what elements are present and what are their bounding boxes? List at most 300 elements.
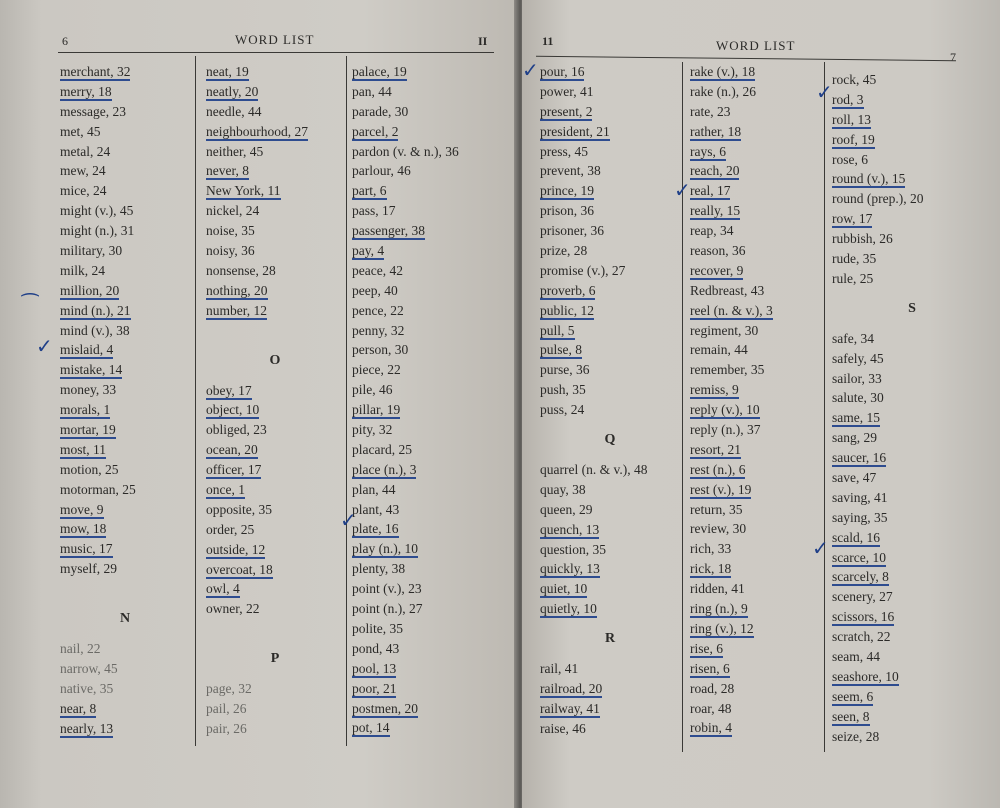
word-text: reach, 20 xyxy=(690,163,740,179)
word-text: pile, 46 xyxy=(352,382,393,398)
word-entry xyxy=(60,699,190,719)
word-text: rays, 6 xyxy=(690,143,726,159)
word-text: pay, 4 xyxy=(352,243,385,259)
word-text: quiet, 10 xyxy=(540,581,588,597)
header-rule xyxy=(58,52,494,53)
column-rule xyxy=(682,62,683,752)
right-page-title: WORD LIST xyxy=(716,38,796,53)
word-entry xyxy=(690,281,822,301)
word-entry xyxy=(206,520,344,540)
word-column xyxy=(206,62,344,739)
word-entry xyxy=(60,161,190,181)
word-entry xyxy=(206,142,344,162)
column-rule xyxy=(346,56,347,746)
word-text: rake (n.), 26 xyxy=(690,83,756,99)
word-entry xyxy=(352,659,512,679)
word-text: parcel, 2 xyxy=(352,123,399,139)
word-text: officer, 17 xyxy=(206,462,262,478)
word-text: near, 8 xyxy=(60,700,97,716)
word-entry xyxy=(832,627,992,647)
word-entry xyxy=(60,261,190,281)
word-entry xyxy=(832,488,992,508)
word-entry xyxy=(540,142,680,162)
word-entry xyxy=(540,579,680,599)
word-text: sailor, 33 xyxy=(832,370,882,386)
check-mark-icon: ⁀ xyxy=(22,293,39,317)
word-text: outside, 12 xyxy=(206,541,266,557)
word-entry xyxy=(206,699,344,719)
word-entry xyxy=(60,201,190,221)
word-text: peace, 42 xyxy=(352,262,403,278)
word-entry xyxy=(690,440,822,460)
word-entry xyxy=(690,718,822,738)
word-text: purse, 36 xyxy=(540,362,590,378)
word-entry xyxy=(352,460,512,480)
word-text: rather, 18 xyxy=(690,123,742,139)
word-entry xyxy=(832,130,992,150)
section-letter: R xyxy=(604,631,616,647)
word-entry xyxy=(60,460,190,480)
word-text: mew, 24 xyxy=(60,163,106,179)
word-entry xyxy=(352,62,512,82)
word-text: motion, 25 xyxy=(60,461,119,477)
word-text: safe, 34 xyxy=(832,330,874,346)
word-entry xyxy=(832,249,992,269)
word-text: question, 35 xyxy=(540,541,606,557)
word-text: seashore, 10 xyxy=(832,668,899,684)
word-entry xyxy=(690,639,822,659)
word-text: milk, 24 xyxy=(60,262,106,278)
word-text: quay, 38 xyxy=(540,481,586,497)
word-entry xyxy=(690,321,822,341)
word-entry xyxy=(60,480,190,500)
word-entry xyxy=(540,460,680,480)
word-entry xyxy=(352,500,512,520)
word-text: part, 6 xyxy=(352,183,387,199)
word-entry xyxy=(352,480,512,500)
word-text: rose, 6 xyxy=(832,151,868,167)
word-entry xyxy=(206,599,344,619)
word-text: pair, 26 xyxy=(206,721,247,737)
word-entry xyxy=(690,161,822,181)
word-text: round (v.), 15 xyxy=(832,171,906,187)
word-text: parlour, 46 xyxy=(352,163,411,179)
word-entry xyxy=(206,381,344,401)
word-entry xyxy=(352,261,512,281)
word-entry xyxy=(352,122,512,142)
word-text: peep, 40 xyxy=(352,282,398,298)
word-entry xyxy=(352,559,512,579)
word-text: quarrel (n. & v.), 48 xyxy=(540,462,648,478)
word-text: quietly, 10 xyxy=(540,601,597,617)
word-entry xyxy=(206,161,344,181)
word-entry xyxy=(60,82,190,102)
word-text: merchant, 32 xyxy=(60,64,131,79)
word-text: resort, 21 xyxy=(690,441,741,457)
word-text: scissors, 16 xyxy=(832,609,895,625)
right-page-number: 7 xyxy=(950,50,956,64)
word-entry xyxy=(60,122,190,142)
word-text: sang, 29 xyxy=(832,430,877,446)
word-entry xyxy=(206,261,344,281)
word-text: railway, 41 xyxy=(540,700,600,716)
word-column xyxy=(352,62,512,738)
word-text: reap, 34 xyxy=(690,223,734,239)
word-text: order, 25 xyxy=(206,521,255,537)
word-text: rake (v.), 18 xyxy=(690,64,756,79)
word-text: remain, 44 xyxy=(690,342,748,358)
word-entry xyxy=(206,82,344,102)
word-text: never, 8 xyxy=(206,163,249,179)
word-entry xyxy=(60,340,190,360)
word-text: rock, 45 xyxy=(832,72,877,87)
word-entry xyxy=(352,321,512,341)
word-text: saucer, 16 xyxy=(832,450,887,466)
word-column xyxy=(540,62,680,739)
word-entry xyxy=(540,261,680,281)
word-text: might (n.), 31 xyxy=(60,223,135,239)
word-text: met, 45 xyxy=(60,123,101,139)
check-mark-icon: ✓ xyxy=(812,536,829,560)
left-page-number: 6 xyxy=(62,34,68,48)
word-entry xyxy=(540,520,680,540)
word-text: nothing, 20 xyxy=(206,282,268,298)
word-text: neither, 45 xyxy=(206,143,264,159)
word-entry xyxy=(206,719,344,739)
word-text: scald, 16 xyxy=(832,529,880,545)
word-text: puss, 24 xyxy=(540,402,585,418)
check-mark-icon: ✓ xyxy=(674,178,691,202)
word-entry xyxy=(206,221,344,241)
word-text: pillar, 19 xyxy=(352,402,401,418)
word-text: pardon (v. & n.), 36 xyxy=(352,143,459,159)
word-text: proverb, 6 xyxy=(540,282,596,298)
right-page-section-number: 11 xyxy=(542,34,554,48)
word-entry xyxy=(352,579,512,599)
word-text: ridden, 41 xyxy=(690,581,745,597)
word-entry xyxy=(690,519,822,539)
word-entry xyxy=(60,420,190,440)
word-entry xyxy=(540,559,680,579)
word-entry xyxy=(832,548,992,568)
word-text: Redbreast, 43 xyxy=(690,282,765,298)
word-entry xyxy=(832,369,992,389)
word-text: pity, 32 xyxy=(352,422,393,438)
word-text: needle, 44 xyxy=(206,103,262,119)
header-rule xyxy=(536,56,956,61)
word-entry xyxy=(690,559,822,579)
word-text: reply (n.), 37 xyxy=(690,422,761,438)
word-text: pail, 26 xyxy=(206,701,247,717)
word-text: rod, 3 xyxy=(832,91,864,107)
word-text: press, 45 xyxy=(540,143,588,159)
word-entry xyxy=(206,540,344,560)
word-entry xyxy=(540,161,680,181)
word-text: placard, 25 xyxy=(352,441,412,457)
word-entry xyxy=(832,349,992,369)
word-text: owl, 4 xyxy=(206,581,240,597)
word-entry xyxy=(352,539,512,559)
word-column xyxy=(690,62,822,738)
word-entry xyxy=(206,500,344,520)
word-text: play (n.), 10 xyxy=(352,541,418,557)
word-entry xyxy=(352,519,512,539)
word-text: rate, 23 xyxy=(690,103,731,119)
word-entry xyxy=(832,448,992,468)
word-text: piece, 22 xyxy=(352,362,401,378)
word-entry xyxy=(832,70,992,90)
word-entry xyxy=(690,500,822,520)
word-entry xyxy=(690,301,822,321)
word-text: seem, 6 xyxy=(832,688,874,704)
word-text: nickel, 24 xyxy=(206,203,260,219)
word-entry xyxy=(690,102,822,122)
word-entry xyxy=(832,110,992,130)
word-text: robin, 4 xyxy=(690,720,732,736)
word-entry xyxy=(832,169,992,189)
word-text: pull, 5 xyxy=(540,322,575,338)
word-entry xyxy=(60,719,190,739)
word-entry xyxy=(206,281,344,301)
word-entry xyxy=(832,667,992,687)
word-entry xyxy=(206,201,344,221)
word-entry xyxy=(352,639,512,659)
word-text: pan, 44 xyxy=(352,83,392,99)
word-entry xyxy=(60,281,190,301)
word-entry xyxy=(206,679,344,699)
word-entry xyxy=(540,480,680,500)
word-entry xyxy=(832,90,992,110)
word-text: mice, 24 xyxy=(60,183,107,199)
word-text: president, 21 xyxy=(540,123,610,139)
right-page xyxy=(522,0,1000,808)
word-entry xyxy=(690,360,822,380)
word-text: pool, 13 xyxy=(352,660,397,676)
word-entry xyxy=(690,241,822,261)
word-text: road, 28 xyxy=(690,680,735,696)
word-entry xyxy=(60,380,190,400)
word-text: neatly, 20 xyxy=(206,83,259,99)
word-text: military, 30 xyxy=(60,243,123,259)
word-text: salute, 30 xyxy=(832,390,884,406)
word-entry xyxy=(540,201,680,221)
word-text: round (prep.), 20 xyxy=(832,191,924,207)
word-entry xyxy=(690,122,822,142)
word-text: mow, 18 xyxy=(60,521,107,537)
word-text: railroad, 20 xyxy=(540,681,603,697)
word-entry xyxy=(540,719,680,739)
word-text: obliged, 23 xyxy=(206,422,267,438)
word-entry xyxy=(352,161,512,181)
word-entry xyxy=(352,181,512,201)
word-entry xyxy=(60,539,190,559)
word-entry xyxy=(690,659,822,679)
word-entry xyxy=(540,500,680,520)
word-text: rick, 18 xyxy=(690,561,732,577)
word-entry xyxy=(60,400,190,420)
column-rule xyxy=(824,62,825,752)
spacer xyxy=(60,579,190,599)
word-entry xyxy=(690,142,822,162)
word-text: metal, 24 xyxy=(60,143,111,159)
word-entry xyxy=(60,221,190,241)
word-entry xyxy=(352,102,512,122)
word-text: neighbourhood, 27 xyxy=(206,123,308,139)
word-text: plenty, 38 xyxy=(352,561,406,577)
word-entry xyxy=(832,229,992,249)
word-text: mistake, 14 xyxy=(60,362,123,378)
word-text: palace, 19 xyxy=(352,64,407,79)
word-entry xyxy=(540,679,680,699)
word-text: rise, 6 xyxy=(690,640,723,656)
word-entry xyxy=(690,82,822,102)
word-text: quickly, 13 xyxy=(540,561,600,577)
word-entry xyxy=(832,468,992,488)
word-text: rich, 33 xyxy=(690,541,732,557)
check-mark-icon: ✓ xyxy=(816,80,833,104)
word-text: scarce, 10 xyxy=(832,549,886,565)
word-entry xyxy=(540,102,680,122)
word-text: money, 33 xyxy=(60,382,117,398)
section-letter: Q xyxy=(604,432,616,448)
word-text: reel (n. & v.), 3 xyxy=(690,302,773,318)
word-entry xyxy=(690,679,822,699)
word-entry xyxy=(206,241,344,261)
word-text: raise, 46 xyxy=(540,720,586,736)
left-page-title: WORD LIST xyxy=(235,32,315,47)
word-text: row, 17 xyxy=(832,211,873,227)
word-text: roof, 19 xyxy=(832,131,875,147)
section-letter: N xyxy=(119,611,131,627)
word-text: seize, 28 xyxy=(832,728,880,744)
word-entry xyxy=(352,142,512,162)
word-entry xyxy=(690,699,822,719)
word-entry xyxy=(352,420,512,440)
word-entry xyxy=(832,707,992,727)
word-entry xyxy=(832,189,992,209)
word-entry xyxy=(832,587,992,607)
word-entry xyxy=(60,142,190,162)
word-text: remiss, 9 xyxy=(690,382,739,398)
word-entry xyxy=(352,82,512,102)
word-text: roll, 13 xyxy=(832,111,871,127)
word-entry xyxy=(832,567,992,587)
word-text: passenger, 38 xyxy=(352,223,425,239)
word-entry xyxy=(206,440,344,460)
word-text: owner, 22 xyxy=(206,601,260,617)
word-text: really, 15 xyxy=(690,203,741,219)
word-entry xyxy=(540,181,680,201)
word-text: scratch, 22 xyxy=(832,629,891,645)
word-text: most, 11 xyxy=(60,441,107,457)
word-text: nail, 22 xyxy=(60,641,101,657)
word-text: pulse, 8 xyxy=(540,342,582,358)
word-text: polite, 35 xyxy=(352,620,403,636)
word-text: person, 30 xyxy=(352,342,409,358)
word-entry xyxy=(206,181,344,201)
word-entry xyxy=(690,340,822,360)
word-entry xyxy=(352,301,512,321)
word-entry xyxy=(60,62,190,82)
word-entry xyxy=(540,599,680,619)
word-text: regiment, 30 xyxy=(690,322,759,338)
word-text: postmen, 20 xyxy=(352,700,418,716)
word-text: number, 12 xyxy=(206,302,267,318)
word-text: ring (n.), 9 xyxy=(690,601,748,617)
word-text: narrow, 45 xyxy=(60,661,118,677)
word-text: pot, 14 xyxy=(352,720,390,736)
word-text: same, 15 xyxy=(832,410,880,426)
word-text: poor, 21 xyxy=(352,680,397,696)
word-text: parade, 30 xyxy=(352,103,409,119)
word-text: roar, 48 xyxy=(690,700,732,716)
word-entry xyxy=(60,519,190,539)
word-text: mislaid, 4 xyxy=(60,342,114,358)
word-text: rail, 41 xyxy=(540,661,579,677)
word-entry xyxy=(540,82,680,102)
word-entry xyxy=(352,699,512,719)
word-text: place (n.), 3 xyxy=(352,461,417,477)
word-entry xyxy=(690,181,822,201)
word-entry xyxy=(352,619,512,639)
word-entry xyxy=(832,607,992,627)
word-text: power, 41 xyxy=(540,83,594,99)
word-text: rule, 25 xyxy=(832,270,874,286)
word-entry xyxy=(352,400,512,420)
word-entry xyxy=(60,321,190,341)
word-entry xyxy=(60,559,190,579)
word-entry xyxy=(832,727,992,747)
word-column xyxy=(60,62,190,739)
word-entry xyxy=(352,679,512,699)
word-entry xyxy=(60,679,190,699)
word-text: seen, 8 xyxy=(832,708,870,724)
word-text: nonsense, 28 xyxy=(206,262,276,278)
word-text: opposite, 35 xyxy=(206,501,272,517)
word-text: rest (v.), 19 xyxy=(690,481,752,497)
word-entry xyxy=(540,62,680,82)
word-entry xyxy=(540,400,680,420)
word-text: noisy, 36 xyxy=(206,243,255,259)
word-text: saying, 35 xyxy=(832,509,888,525)
word-entry xyxy=(206,62,344,82)
word-entry xyxy=(352,201,512,221)
word-text: real, 17 xyxy=(690,183,731,199)
word-text: pass, 17 xyxy=(352,203,396,219)
word-entry xyxy=(690,599,822,619)
word-entry xyxy=(352,340,512,360)
word-text: return, 35 xyxy=(690,501,743,517)
word-text: plan, 44 xyxy=(352,481,396,497)
word-text: scarcely, 8 xyxy=(832,569,889,585)
word-text: point (n.), 27 xyxy=(352,601,423,617)
word-entry xyxy=(690,460,822,480)
word-entry xyxy=(690,480,822,500)
word-entry xyxy=(832,528,992,548)
spacer xyxy=(206,619,344,639)
word-entry xyxy=(206,579,344,599)
word-text: merry, 18 xyxy=(60,83,112,99)
word-entry xyxy=(690,380,822,400)
word-entry xyxy=(206,122,344,142)
word-text: save, 47 xyxy=(832,470,877,486)
word-text: page, 32 xyxy=(206,681,252,697)
word-entry xyxy=(206,420,344,440)
word-entry xyxy=(206,102,344,122)
word-entry xyxy=(60,639,190,659)
check-mark-icon: ✓ xyxy=(36,334,53,358)
section-letter: P xyxy=(270,651,280,667)
